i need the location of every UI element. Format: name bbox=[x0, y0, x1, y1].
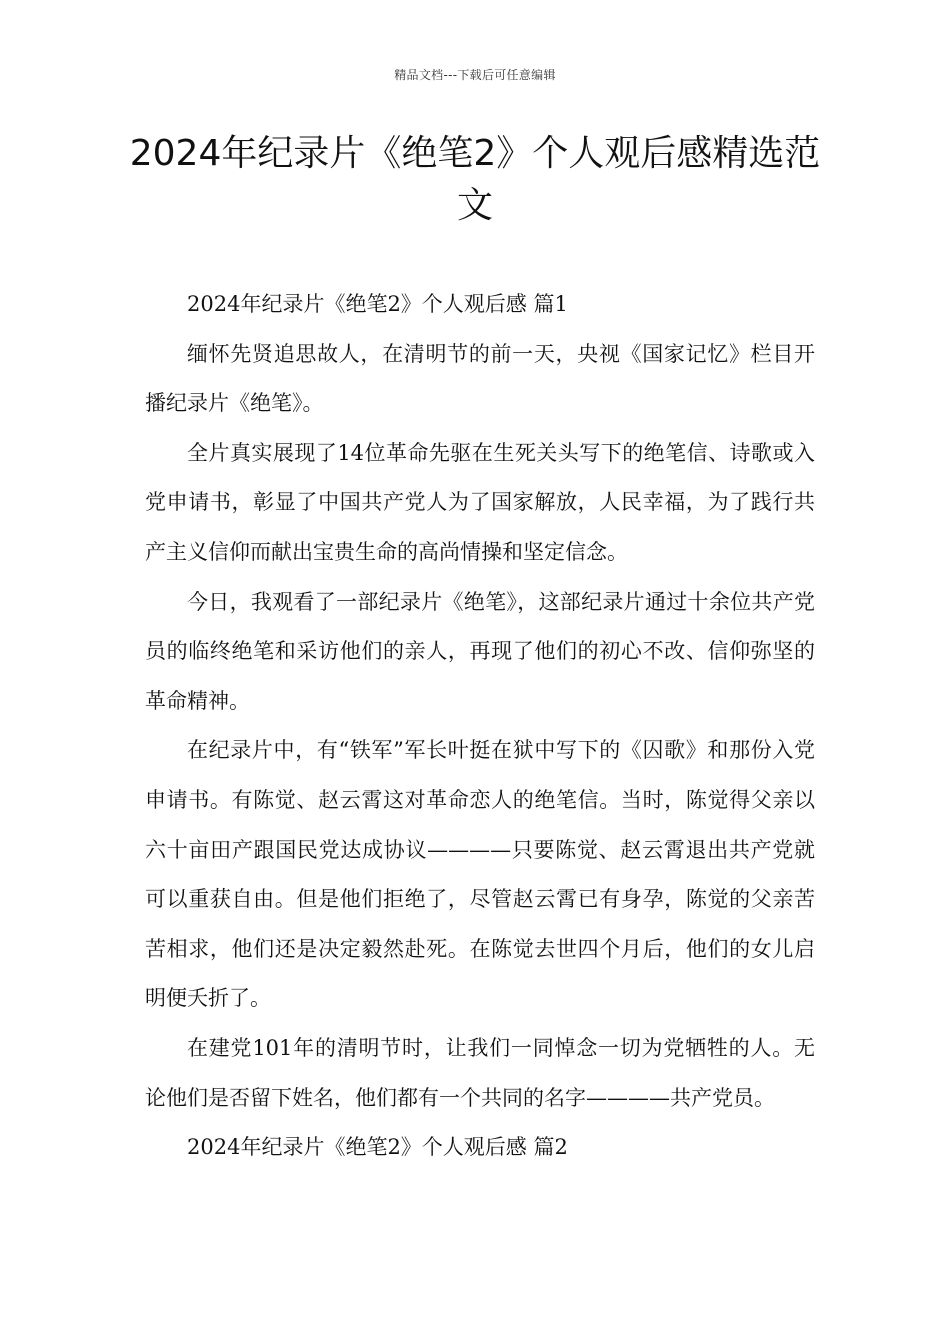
paragraph-1: 缅怀先贤追思故人，在清明节的前一天，央视《国家记忆》栏目开播纪录片《绝笔》。 bbox=[145, 341, 815, 416]
section-heading-1: 2024年纪录片《绝笔2》个人观后感 篇1 bbox=[187, 292, 568, 316]
page-header: 精品文档---下载后可任意编辑 bbox=[394, 68, 556, 82]
paragraph-5: 在建党101年的清明节时，让我们一同悼念一切为党牺牲的人。无论他们是否留下姓名，他们都有一个共同的名字————共产党员。 bbox=[145, 1035, 815, 1110]
document-body bbox=[145, 280, 815, 1173]
paragraph-2: 全片真实展现了14位革命先驱在生死关头写下的绝笔信、诗歌或入党申请书，彰显了中国共产党人为了国家解放，人民幸福，为了践行共产主义信仰而献出宝贵生命的高尚情操和坚定信念。 bbox=[145, 440, 815, 564]
paragraph-3: 今日，我观看了一部纪录片《绝笔》，这部纪录片通过十余位共产党员的临终绝笔和采访他们的亲人，再现了他们的初心不改、信仰弥坚的革命精神。 bbox=[145, 589, 815, 713]
document-title: 2024年纪录片《绝笔2》个人观后感精选范文 bbox=[129, 133, 821, 226]
section-heading-2: 2024年纪录片《绝笔2》个人观后感 篇2 bbox=[187, 1135, 568, 1160]
paragraph-4: 在纪录片中，有“铁军”军长叶挺在狱中写下的《囚歌》和那份入党申请书。有陈觉、赵云霄这对革命恋人的绝笔信。当时，陈觉得父亲以六十亩田产跟国民党达成协议————只要陈觉、赵云霄退出共产党就可以重获自由。但是他们拒绝了，尽管赵云霄已有身孕，陈觉的父亲苦苦相求，他们还是决定毅然赴死。在陈觉去世四个月后，他们的女儿启明便夭折了。 bbox=[145, 738, 815, 1011]
